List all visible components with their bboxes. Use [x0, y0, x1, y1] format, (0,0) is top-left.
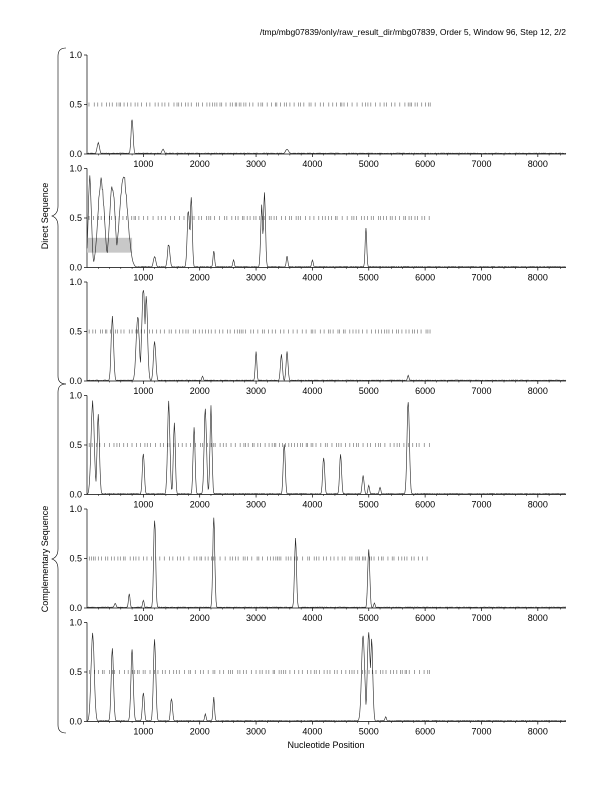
- x-tick-label: 3000: [246, 726, 267, 737]
- y-tick-label: 0.5: [69, 99, 82, 110]
- x-tick-label: 4000: [302, 499, 323, 510]
- group-label-direct: Direct Sequence: [40, 182, 50, 250]
- x-tick-label: 6000: [415, 726, 436, 737]
- x-tick-label: 5000: [358, 613, 379, 623]
- gene-marks: [89, 216, 429, 220]
- panel-4: [69, 391, 566, 510]
- y-tick-label: 1.0: [69, 390, 82, 401]
- x-axis-label: Nucleotide Position: [287, 740, 365, 750]
- y-tick-label: 0.5: [69, 553, 82, 564]
- y-tick-label: 0.0: [69, 716, 82, 727]
- x-tick-label: 2000: [189, 726, 210, 737]
- series-line: [87, 401, 566, 495]
- x-tick-label: 4000: [302, 272, 323, 283]
- group-brace-complementary: [40, 384, 66, 733]
- x-tick-label: 7000: [471, 499, 492, 510]
- x-tick-label: 5000: [358, 499, 379, 510]
- x-tick-label: 3000: [246, 386, 267, 396]
- y-tick-label: 1.0: [69, 617, 82, 628]
- series-line: [87, 518, 566, 608]
- x-tick-label: 4000: [302, 613, 323, 623]
- y-tick-label: 0.5: [69, 667, 82, 677]
- gene-marks: [89, 103, 430, 107]
- group-label-complementary: Complementary Sequence: [40, 505, 50, 613]
- x-tick-label: 6000: [415, 272, 436, 283]
- x-tick-label: 8000: [527, 386, 548, 396]
- series-line: [87, 175, 566, 267]
- x-tick-label: 2000: [189, 613, 210, 623]
- y-tick-label: 0.0: [69, 149, 82, 159]
- x-tick-label: 2000: [189, 386, 210, 396]
- x-tick-label: 5000: [358, 272, 379, 283]
- x-tick-label: 3000: [246, 159, 267, 169]
- panel-6: [69, 618, 566, 737]
- x-tick-label: 7000: [471, 386, 492, 396]
- y-tick-label: 0.0: [69, 489, 82, 500]
- x-tick-label: 1000: [133, 272, 154, 283]
- panel-2: [69, 164, 566, 283]
- x-tick-label: 6000: [415, 613, 436, 623]
- x-tick-label: 2000: [189, 499, 210, 510]
- highlight-region: [87, 238, 132, 253]
- x-tick-label: 4000: [302, 386, 323, 396]
- x-tick-label: 5000: [358, 726, 379, 737]
- x-tick-label: 1000: [133, 613, 154, 623]
- x-tick-label: 4000: [302, 159, 323, 169]
- x-tick-label: 1000: [133, 499, 154, 510]
- x-tick-label: 6000: [415, 159, 436, 169]
- x-tick-label: 6000: [415, 386, 436, 396]
- x-tick-label: 2000: [189, 272, 210, 283]
- x-tick-label: 8000: [527, 272, 548, 283]
- x-tick-label: 5000: [358, 159, 379, 169]
- x-tick-label: 1000: [133, 726, 154, 737]
- x-tick-label: 3000: [246, 272, 267, 283]
- x-tick-label: 7000: [471, 272, 492, 283]
- x-tick-label: 4000: [302, 726, 323, 737]
- gene-marks: [89, 557, 427, 561]
- x-tick-label: 6000: [415, 499, 436, 510]
- x-tick-label: 7000: [471, 613, 492, 623]
- y-tick-label: 1.0: [69, 163, 82, 174]
- y-tick-label: 1.0: [69, 50, 82, 60]
- panel-5: [69, 504, 566, 623]
- x-tick-label: 3000: [246, 613, 267, 623]
- x-tick-label: 2000: [189, 159, 210, 169]
- x-tick-label: 3000: [246, 499, 267, 510]
- y-tick-label: 0.0: [69, 262, 82, 273]
- x-tick-label: 8000: [527, 613, 548, 623]
- x-tick-label: 8000: [527, 159, 548, 169]
- series-line: [87, 290, 566, 380]
- panel-1: [69, 50, 566, 169]
- series-line: [87, 632, 566, 721]
- x-tick-label: 8000: [527, 726, 548, 737]
- panel-3: [69, 277, 566, 396]
- panels: [69, 50, 566, 737]
- x-tick-label: 5000: [358, 386, 379, 396]
- x-tick-label: 7000: [471, 159, 492, 169]
- group-brace-direct: [40, 48, 66, 384]
- x-tick-label: 8000: [527, 499, 548, 510]
- y-tick-label: 0.0: [69, 603, 82, 613]
- y-tick-label: 1.0: [69, 504, 82, 514]
- gene-marks: [89, 330, 430, 334]
- y-tick-label: 0.5: [69, 213, 82, 223]
- x-tick-label: 1000: [133, 159, 154, 169]
- y-tick-label: 0.5: [69, 326, 82, 337]
- gene-marks: [89, 670, 429, 674]
- series-line: [87, 120, 566, 154]
- x-tick-label: 7000: [471, 726, 492, 737]
- y-tick-label: 1.0: [69, 277, 82, 287]
- y-tick-label: 0.5: [69, 440, 82, 450]
- y-tick-label: 0.0: [69, 376, 82, 386]
- page-title: /tmp/mbg07839/only/raw_result_dir/mbg07839, Order 5, Window 96, Step 12, 2/2: [259, 27, 566, 37]
- x-tick-label: 1000: [133, 386, 154, 396]
- gene-marks: [89, 443, 429, 447]
